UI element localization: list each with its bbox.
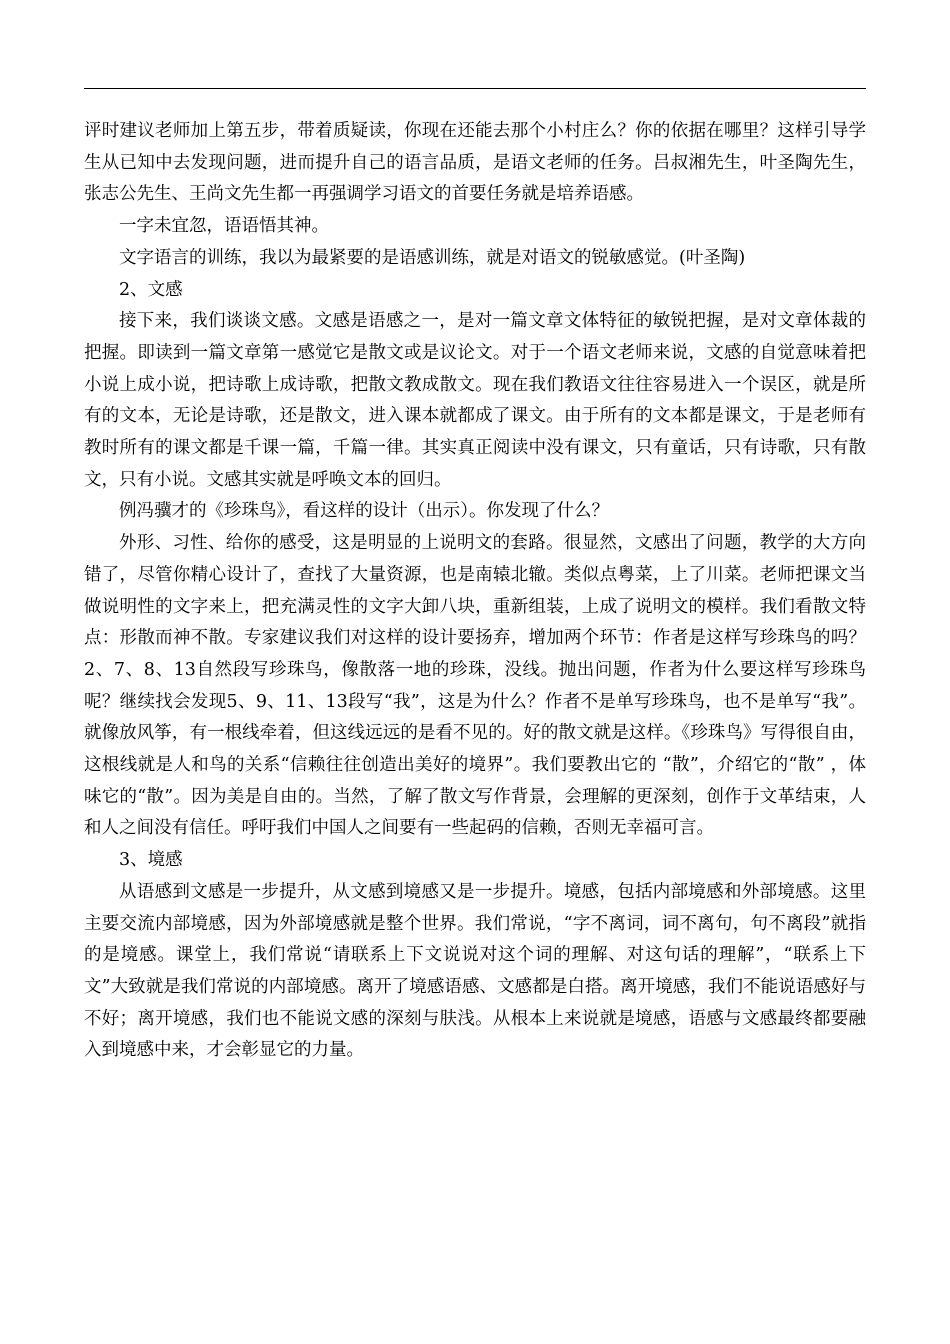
paragraph-jinggan: 从语感到文感是一步提升，从文感到境感又是一步提升。境感，包括内部境感和外部境感。这里主要交流内部境感，因为外部境感就是整个世界。我们常说，“字不离词，词不离句，句不离段”就指的是境感。课堂上，我们常说“请联系上下文说说对这个词的理解、对这句话的理解”，“联系上下文”大致就是我们常说的内部境感。离开了境感语感、文感都是白搭。离开境感，我们不能说语感好与不好；离开境感，我们也不能说文感的深刻与肤浅。从根本上来说就是境感，语感与文感最终都要融入到境感中来，才会彰显它的力量。 bbox=[84, 881, 866, 1061]
document-body bbox=[84, 116, 866, 1067]
paragraph-wengan-intro: 接下来，我们谈谈文感。文感是语感之一，是对一篇文章文体特征的敏锐把握，是对文章体裁的把握。即读到一篇文章第一感觉它是散文或是议论文。对于一个语文老师来说，文感的自觉意味着把小说上成小说，把诗歌上成诗歌，把散文教成散文。现在我们教语文往往容易进入一个误区，就是所有的文本，无论是诗歌，还是散文，进入课本就都成了课文。由于所有的文本都是课文，于是老师有教时所有的课文都是千课一篇，千篇一律。其实真正阅读中没有课文，只有童话，只有诗歌，只有散文，只有小说。文感其实就是呼唤文本的回归。 bbox=[84, 311, 866, 490]
paragraph-pearl-bird-analysis: 外形、习性、给你的感受，这是明显的上说明文的套路。很显然，文感出了问题，教学的大方向错了，尽管你精心设计了，查找了大量资源，也是南辕北辙。类似点粤菜，上了川菜。老师把课文当做说明性的文字来上，把充满灵性的文字大卸八块，重新组装，上成了说明文的模样。我们看散文特点：形散而神不散。专家建议我们对这样的设计要扬弃，增加两个环节：作者是这样写珍珠鸟的吗？2、7、8、13自然段写珍珠鸟，像散落一地的珍珠，没线。抛出问题，作者为什么要这样写珍珠鸟呢？继续找会发现5、9、11、13段写“我”，这是为什么？作者不是单写珍珠鸟，也不是单写“我”。就像放风筝，有一根线牵着，但这线远远的是看不见的。好的散文就是这样。《珍珠鸟》写得很自由，这根线就是人和鸟的关系“信赖往往创造出美好的境界”。我们要教出它的 “散”，介绍它的“散” ，体味它的“散”。因为美是自由的。当然，了解了散文写作背景，会理解的更深刻，创作于文革结束，人和人之间没有信任。呼吁我们中国人之间要有一些起码的信赖，否则无幸福可言。 bbox=[84, 533, 866, 839]
paragraph-example: 例冯骥才的《珍珠鸟》，看这样的设计（出示）。你发现了什么？ bbox=[119, 501, 609, 522]
paragraph-continuation: 评时建议老师加上第五步，带着质疑读，你现在还能去那个小村庄么？你的依据在哪里？这样引导学生从已知中去发现问题，进而提升自己的语言品质，是语文老师的任务。吕叔湘先生，叶圣陶先生，张志公先生、王尚文先生都一再强调学习语文的首要任务就是培养语感。 bbox=[84, 121, 866, 205]
section-heading-wengan: 2、文感 bbox=[119, 279, 183, 300]
header-rule bbox=[84, 88, 866, 89]
paragraph-quote-1: 一字未宜忽，语语悟其神。 bbox=[119, 216, 329, 237]
section-heading-jinggan: 3、境感 bbox=[119, 850, 183, 871]
paragraph-quote-2: 文字语言的训练，我以为最紧要的是语感训练，就是对语文的锐敏感觉。(叶圣陶) bbox=[119, 247, 746, 268]
